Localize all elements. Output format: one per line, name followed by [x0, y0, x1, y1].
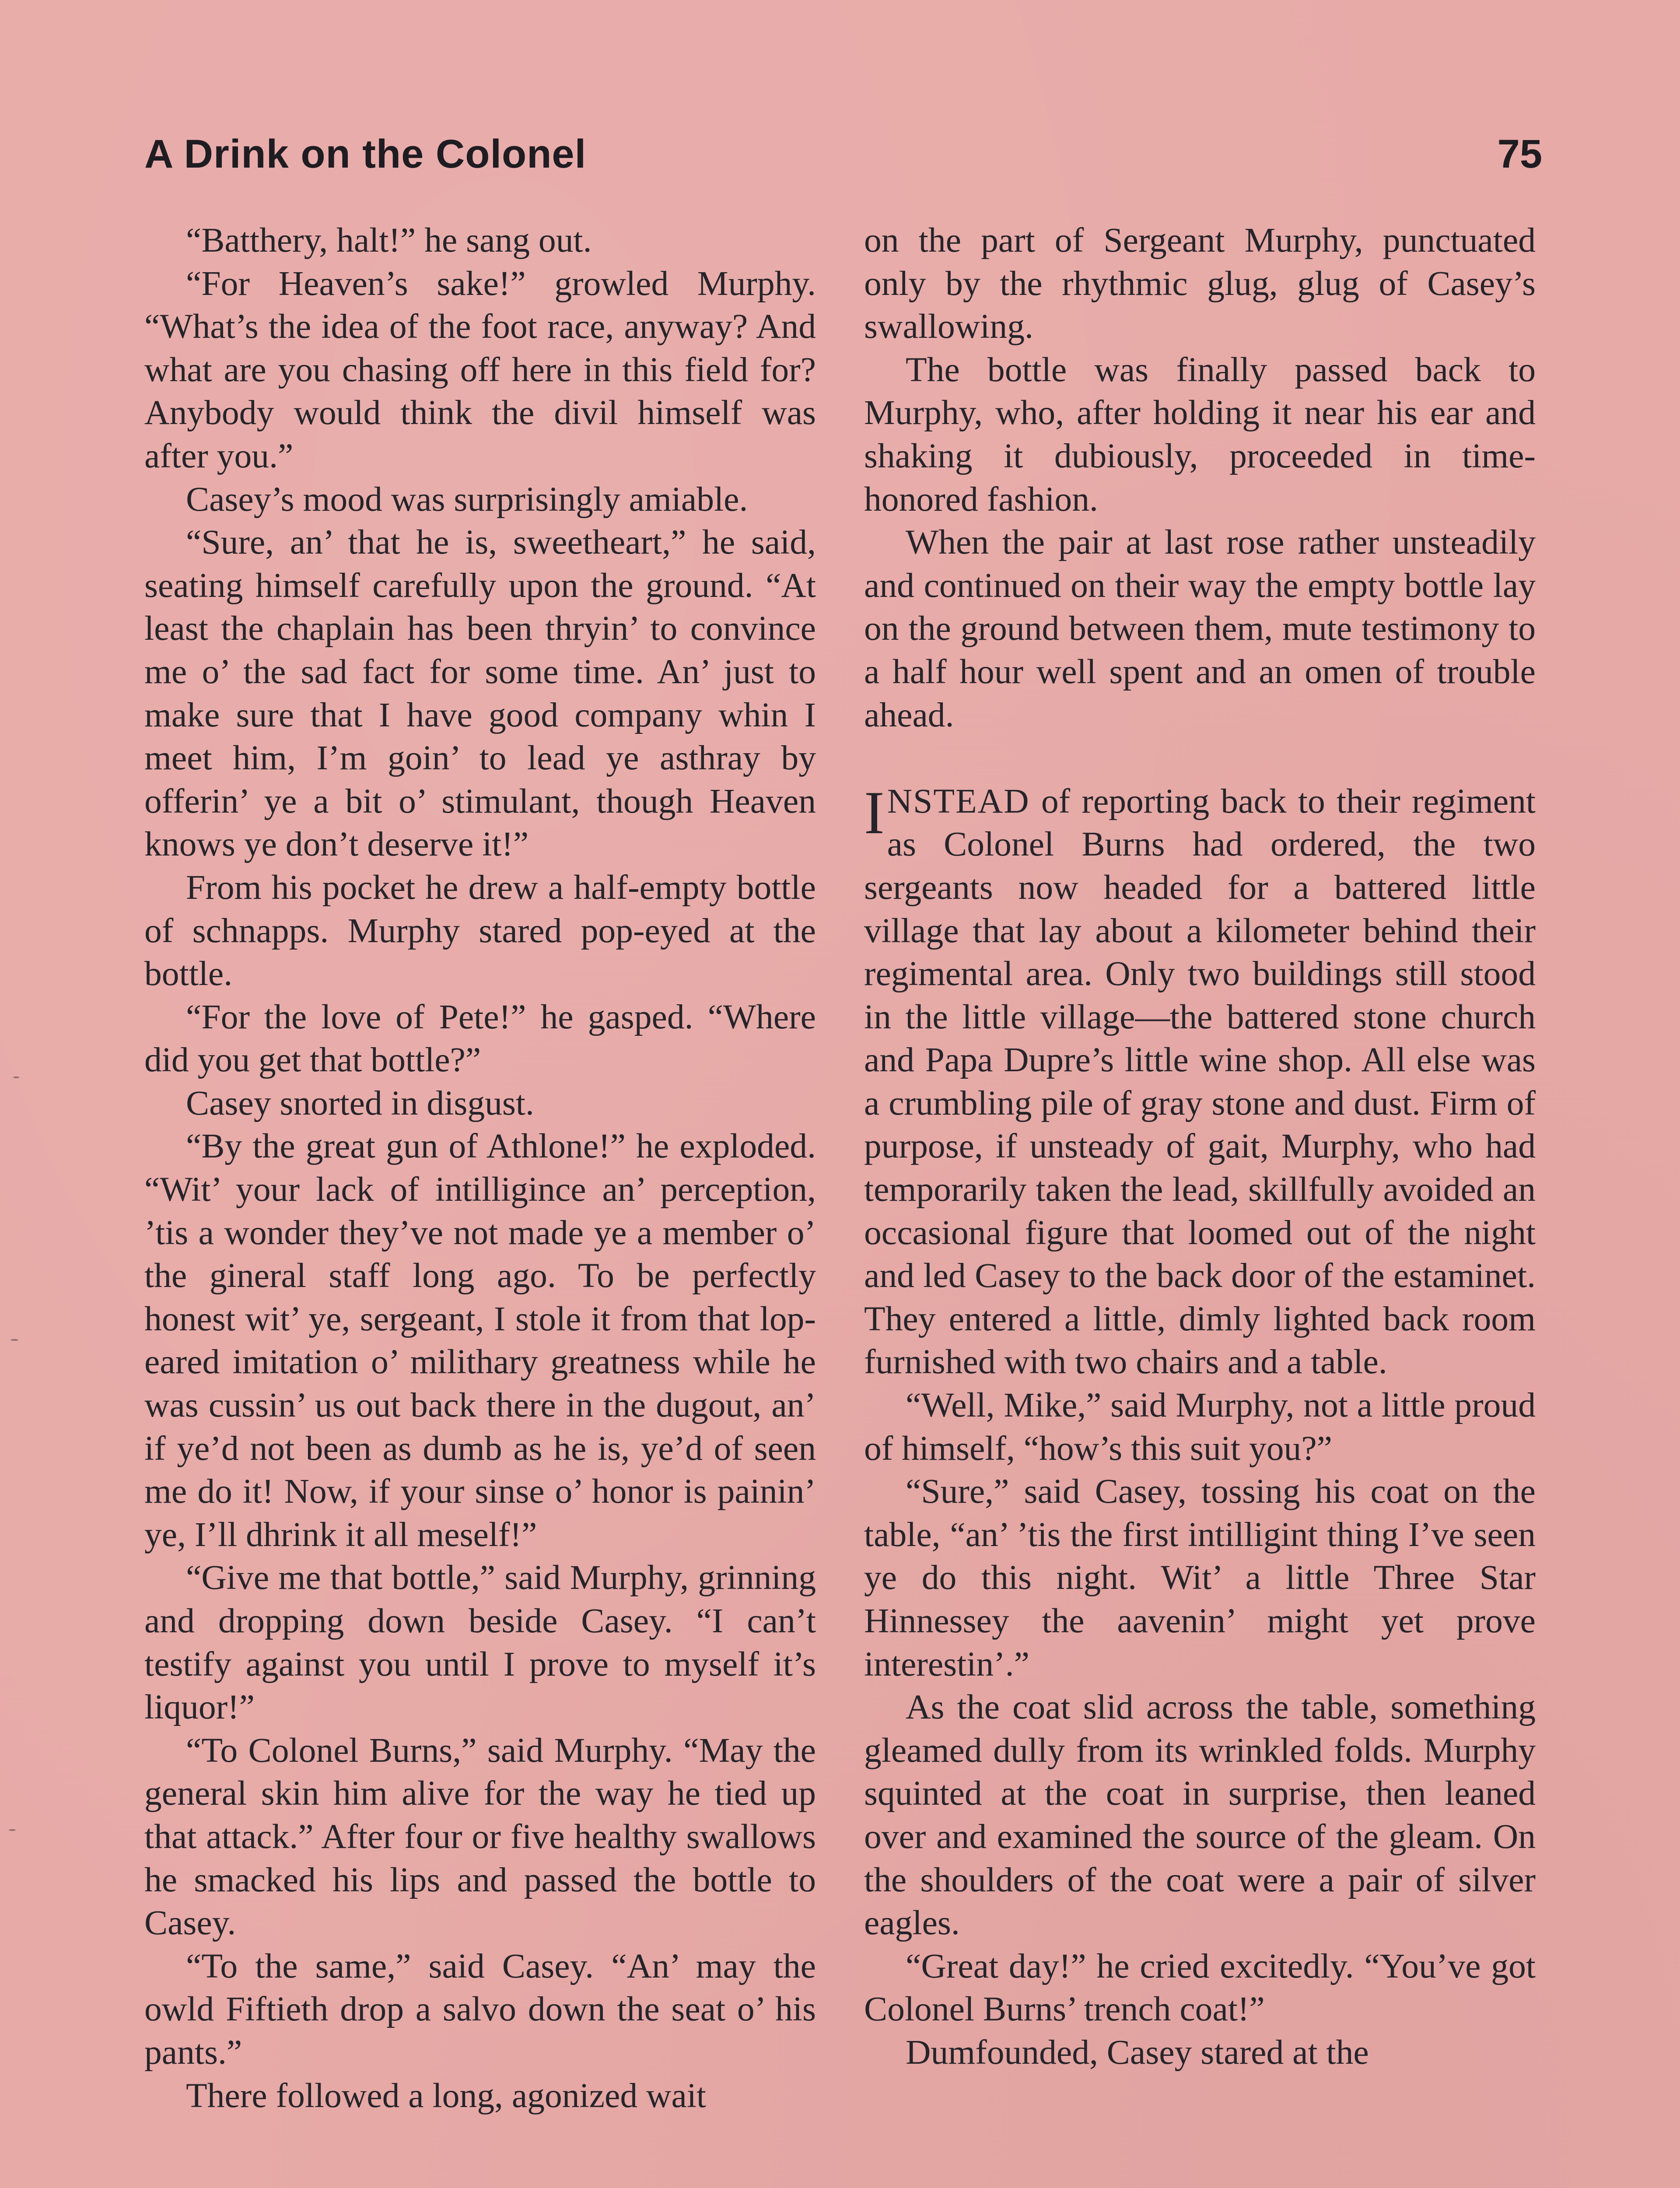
paragraph: Dumfounded, Casey stared at the: [906, 2033, 1369, 2072]
left-column: [144, 219, 816, 2117]
section-opening-paragraph: [864, 780, 1536, 1384]
paragraph: From his pocket he drew a half-empty bottle of schnapps. Murphy stared pop-eyed at the bottle.: [144, 868, 816, 993]
paragraph: “Sure,” said Casey, tossing his coat on the table, “an’ ’tis the first intilligint thing I’ve seen ye do this night. Wit’ a little Three Star Hinnessey the aavenin’ might yet prove interestin’.”: [864, 1472, 1536, 1683]
paragraph: “For Heaven’s sake!” growled Murphy. “What’s the idea of the foot race, anyway? And what are you chasing off here in this field for? Anybody would think the divil himself was after you.”: [144, 264, 816, 475]
running-title: A Drink on the Colonel: [144, 132, 587, 176]
continued-paragraph: on the part of Sergeant Murphy, punctuated only by the rhythmic glug, glug of Casey’s swallowing.: [864, 221, 1536, 346]
section-opening-smallcaps: NSTEAD: [887, 782, 1030, 820]
paragraph: “To the same,” said Casey. “An’ may the owld Fiftieth drop a salvo down the seat o’ his pants.”: [144, 1946, 816, 2072]
running-head: [144, 131, 1542, 184]
paragraph: Casey’s mood was surprisingly amiable.: [186, 480, 748, 519]
drop-initial: I: [864, 778, 885, 847]
margin-speck: [10, 1339, 18, 1341]
paragraph: “Batthery, halt!” he sang out.: [186, 221, 592, 259]
paragraph: “To Colonel Burns,” said Murphy. “May the general skin him alive for the way he tied up that attack.” After four or five healthy swallows he smacked his lips and passed the bottle to Casey.: [144, 1731, 816, 1943]
paragraph: As the coat slid across the table, something gleamed dully from its wrinkled folds. Murphy squinted at the coat in surprise, then leaned over and examined the source of the gleam. On the shoulders of the coat were a pair of silver eagles.: [864, 1688, 1536, 1943]
paragraph: “For the love of Pete!” he gasped. “Where did you get that bottle?”: [144, 997, 816, 1080]
paragraph: “Great day!” he cried excitedly. “You’ve got Colonel Burns’ trench coat!”: [864, 1946, 1536, 2029]
paragraph: “Sure, an’ that he is, sweetheart,” he said, seating himself carefully upon the ground. “At least the chaplain has been thryin’ to convince me o’ the sad fact for some time. An’ just to make sure that I have good company whin I meet him, I’m goin’ to lead ye asthray by offerin’ ye a bit o’ stimulant, though Heaven knows ye don’t deserve it!”: [144, 523, 816, 864]
paragraph: The bottle was finally passed back to Murphy, who, after holding it near his ear and shaking it dubiously, proceeded in time-honored fashion.: [864, 350, 1536, 519]
paragraph: “By the great gun of Athlone!” he exploded. “Wit’ your lack of intilligince an’ perception, ’tis a wonder they’ve not made ye a member o’ the gineral staff long ago. To be perfectly honest wit’ ye, sergeant, I stole it from that lop-eared imitation o’ milithary greatness while he was cussin’ us out back there in the dugout, an’ if ye’d not been as dumb as he is, ye’d of seen me do it! Now, if your sinse o’ honor is painin’ ye, I’ll dhrink it all meself!”: [144, 1127, 816, 1554]
paragraph: When the pair at last rose rather unsteadily and continued on their way the empty bottle lay on the ground between them, mute testimony to a half hour well spent and an omen of trouble ahead.: [864, 523, 1536, 734]
paragraph: “Give me that bottle,” said Murphy, grinning and dropping down beside Casey. “I can’t testify against you until I prove to myself it’s liquor!”: [144, 1558, 816, 1727]
margin-speck: [9, 1829, 16, 1831]
right-column: [864, 219, 1536, 2074]
margin-speck: [13, 1076, 19, 1078]
paragraph: Casey snorted in disgust.: [186, 1083, 534, 1122]
paragraph: “Well, Mike,” said Murphy, not a little proud of himself, “how’s this suit you?”: [864, 1386, 1536, 1468]
paragraph: There followed a long, agonized wait: [186, 2076, 707, 2115]
section-opening-text: of reporting back to their regiment as Colonel Burns had ordered, the two sergeants now headed for a battered little village that lay about a kilometer behind their regimental area. Only two buildings still stood in the little village—the battered stone church and Papa Dupre’s little wine shop. All else was a crumbling pile of gray stone and dust. Firm of purpose, if unsteady of gait, Murphy, who had temporarily taken the lead, skillfully avoided an occasional figure that loomed out of the night and led Casey to the back door of the estaminet. They entered a little, dimly lighted back room furnished with two chairs and a table.: [864, 782, 1536, 1382]
page-number: 75: [1497, 132, 1542, 176]
